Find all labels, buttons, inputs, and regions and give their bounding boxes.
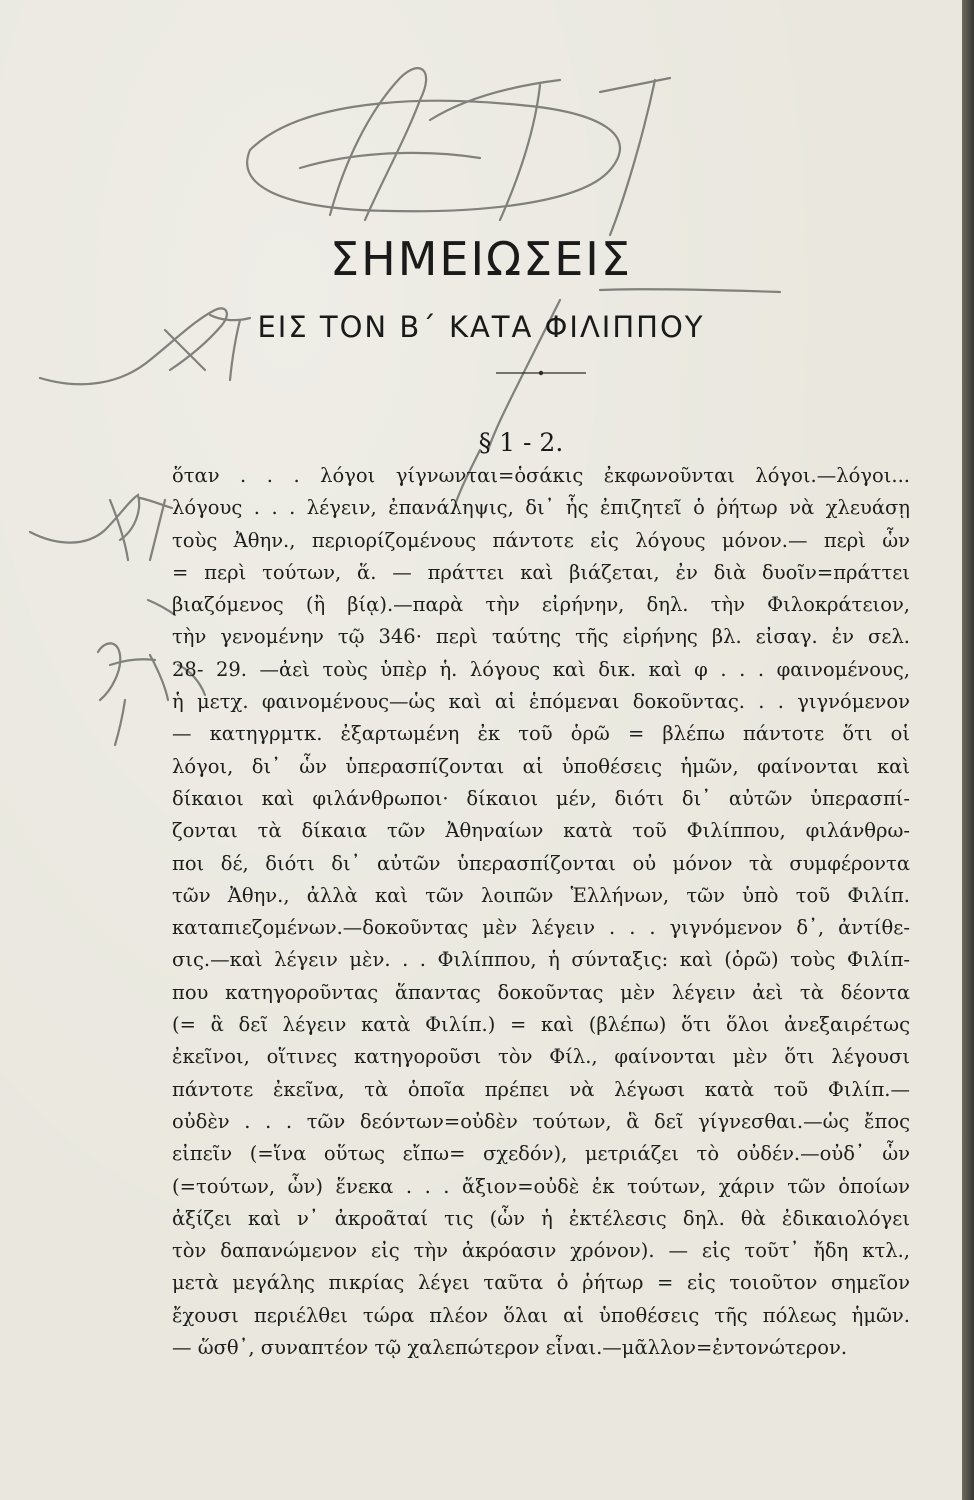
text-line: πάντοτε ἐκεῖνα, τὰ ὁποῖα πρέπει νὰ λέγωσι κατὰ τοῦ Φιλίπ.—	[172, 1077, 910, 1101]
page-edge-shadow	[962, 0, 974, 1500]
ornament-divider	[496, 366, 586, 380]
text-line: λόγους . . . λέγειν, ἐπανάληψις, δι᾽ ἧς ἐπιζητεῖ ὁ ῥήτωρ νὰ χλευάσῃ	[172, 496, 910, 520]
text-line: καταπιεζομένων.—δοκοῦντας μὲν λέγειν . . . γιγνόμενον δ᾽, ἀντίθε-	[172, 916, 910, 940]
section-heading: § 1 - 2.	[478, 428, 564, 457]
page-subtitle: ΕΙΣ ΤΟΝ Β΄ ΚΑΤΑ ΦΙΛΙΠΠΟΥ	[257, 310, 705, 344]
text-line: τὴν γενομένην τῷ 346· περὶ ταύτης τῆς εἰρήνης βλ. εἰσαγ. ἐν σελ.	[172, 625, 910, 649]
text-line: που κατηγοροῦντας ἅπαντας δοκοῦντας μὲν λέγειν ἀεὶ τὰ δέοντα	[172, 980, 910, 1004]
text-line: ζονται τὰ δίκαια τῶν Ἀθηναίων κατὰ τοῦ Φιλίππου, φιλάνθρω-	[172, 819, 910, 843]
text-line: βιαζόμενος (ἢ βίᾳ).—παρὰ τὴν εἰρήνην, δηλ. τὴν Φιλοκράτειον,	[172, 593, 910, 617]
text-line: μετὰ μεγάλης πικρίας λέγει ταῦτα ὁ ῥήτωρ = εἰς τοιοῦτον σημεῖον	[172, 1271, 910, 1295]
text-line: ἐκεῖνοι, οἵτινες κατηγοροῦσι τὸν Φίλ., φαίνονται μὲν ὅτι λέγουσι	[172, 1045, 910, 1069]
text-line: τῶν Ἀθην., ἀλλὰ καὶ τῶν λοιπῶν Ἑλλήνων, τῶν ὑπὸ τοῦ Φιλίπ.	[172, 883, 910, 907]
text-line: ὅταν . . . λόγοι γίγνωνται=ὁσάκις ἐκφωνοῦνται λόγοι.—λόγοι...	[172, 464, 910, 487]
text-line: εἰπεῖν (=ἵνα οὕτως εἴπω= σχεδόν), μετριάζει τὸ οὐδέν.—οὐδ᾽ ὧν	[172, 1142, 910, 1166]
text-line: — κατηγρμτκ. ἐξαρτωμένη ἐκ τοῦ ὁρῶ = βλέπω πάντοτε ὅτι οἱ	[172, 722, 910, 746]
text-line: — ὥσθ᾽, συναπτέον τῷ χαλεπώτερον εἶναι.—μᾶλλον=ἐντονώτερον.	[172, 1336, 848, 1360]
text-line: ποι δέ, διότι δι᾽ αὐτῶν ὑπερασπίζονται οὐ μόνον τὰ συμφέροντα	[172, 851, 910, 875]
text-line: λόγοι, δι᾽ ὧν ὑπερασπίζονται αἱ ὑποθέσεις ἡμῶν, φαίνονται καὶ	[172, 754, 910, 778]
text-line: 28- 29. —ἀεὶ τοὺς ὑπὲρ ἡ. λόγους καὶ δικ. καὶ φ . . . φαινομένους,	[172, 657, 910, 681]
text-line: ἀξίζει καὶ ν᾽ ἀκροᾶταί τις (ὧν ἡ ἐκτέλεσις δηλ. θὰ ἐδικαιολόγει	[172, 1206, 910, 1230]
text-line: = περὶ τούτων, ἅ. — πράττει καὶ βιάζεται, ἐν διὰ δυοῖν=πράττει	[172, 560, 910, 584]
page-title: ΣΗΜΕΙΩΣΕΙΣ	[330, 232, 632, 286]
body-text	[172, 460, 910, 1364]
text-line: σις.—καὶ λέγειν μὲν. . . Φιλίππου, ἡ σύνταξις: καὶ (ὁρῶ) τοὺς Φιλίπ-	[172, 948, 910, 972]
text-line: οὐδὲν . . . τῶν δεόντων=οὐδὲν τούτων, ἃ δεῖ γίγνεσθαι.—ὡς ἔπος	[172, 1109, 910, 1133]
text-line: (= ἃ δεῖ λέγειν κατὰ Φιλίπ.) = καὶ (βλέπω) ὅτι ὅλοι ἀνεξαιρέτως	[172, 1013, 910, 1037]
text-line: ἔχουσι περιέλθει τώρα πλέον ὅλαι αἱ ὑποθέσεις τῆς πόλεως ἡμῶν.	[172, 1303, 910, 1327]
text-line: τοὺς Ἀθην., περιορίζομένους πάντοτε εἰς λόγους μόνον.— περὶ ὧν	[172, 528, 910, 552]
text-line: ἡ μετχ. φαινομένους—ὡς καὶ αἱ ἑπόμεναι δοκοῦντας. . . γιγνόμενον	[172, 690, 910, 714]
text-line: τὸν δαπανώμενον εἰς τὴν ἀκρόασιν χρόνον). — εἰς τοῦτ᾽ ἤδη κτλ.,	[172, 1239, 910, 1263]
text-line: δίκαιοι καὶ φιλάνθρωποι· δίκαιοι μέν, διότι δι᾽ αὐτῶν ὑπερασπί-	[172, 786, 910, 810]
text-line: (=τούτων, ὧν) ἕνεκα . . . ἄξιον=οὐδὲ ἐκ τούτων, χάριν τῶν ὁποίων	[172, 1174, 910, 1198]
